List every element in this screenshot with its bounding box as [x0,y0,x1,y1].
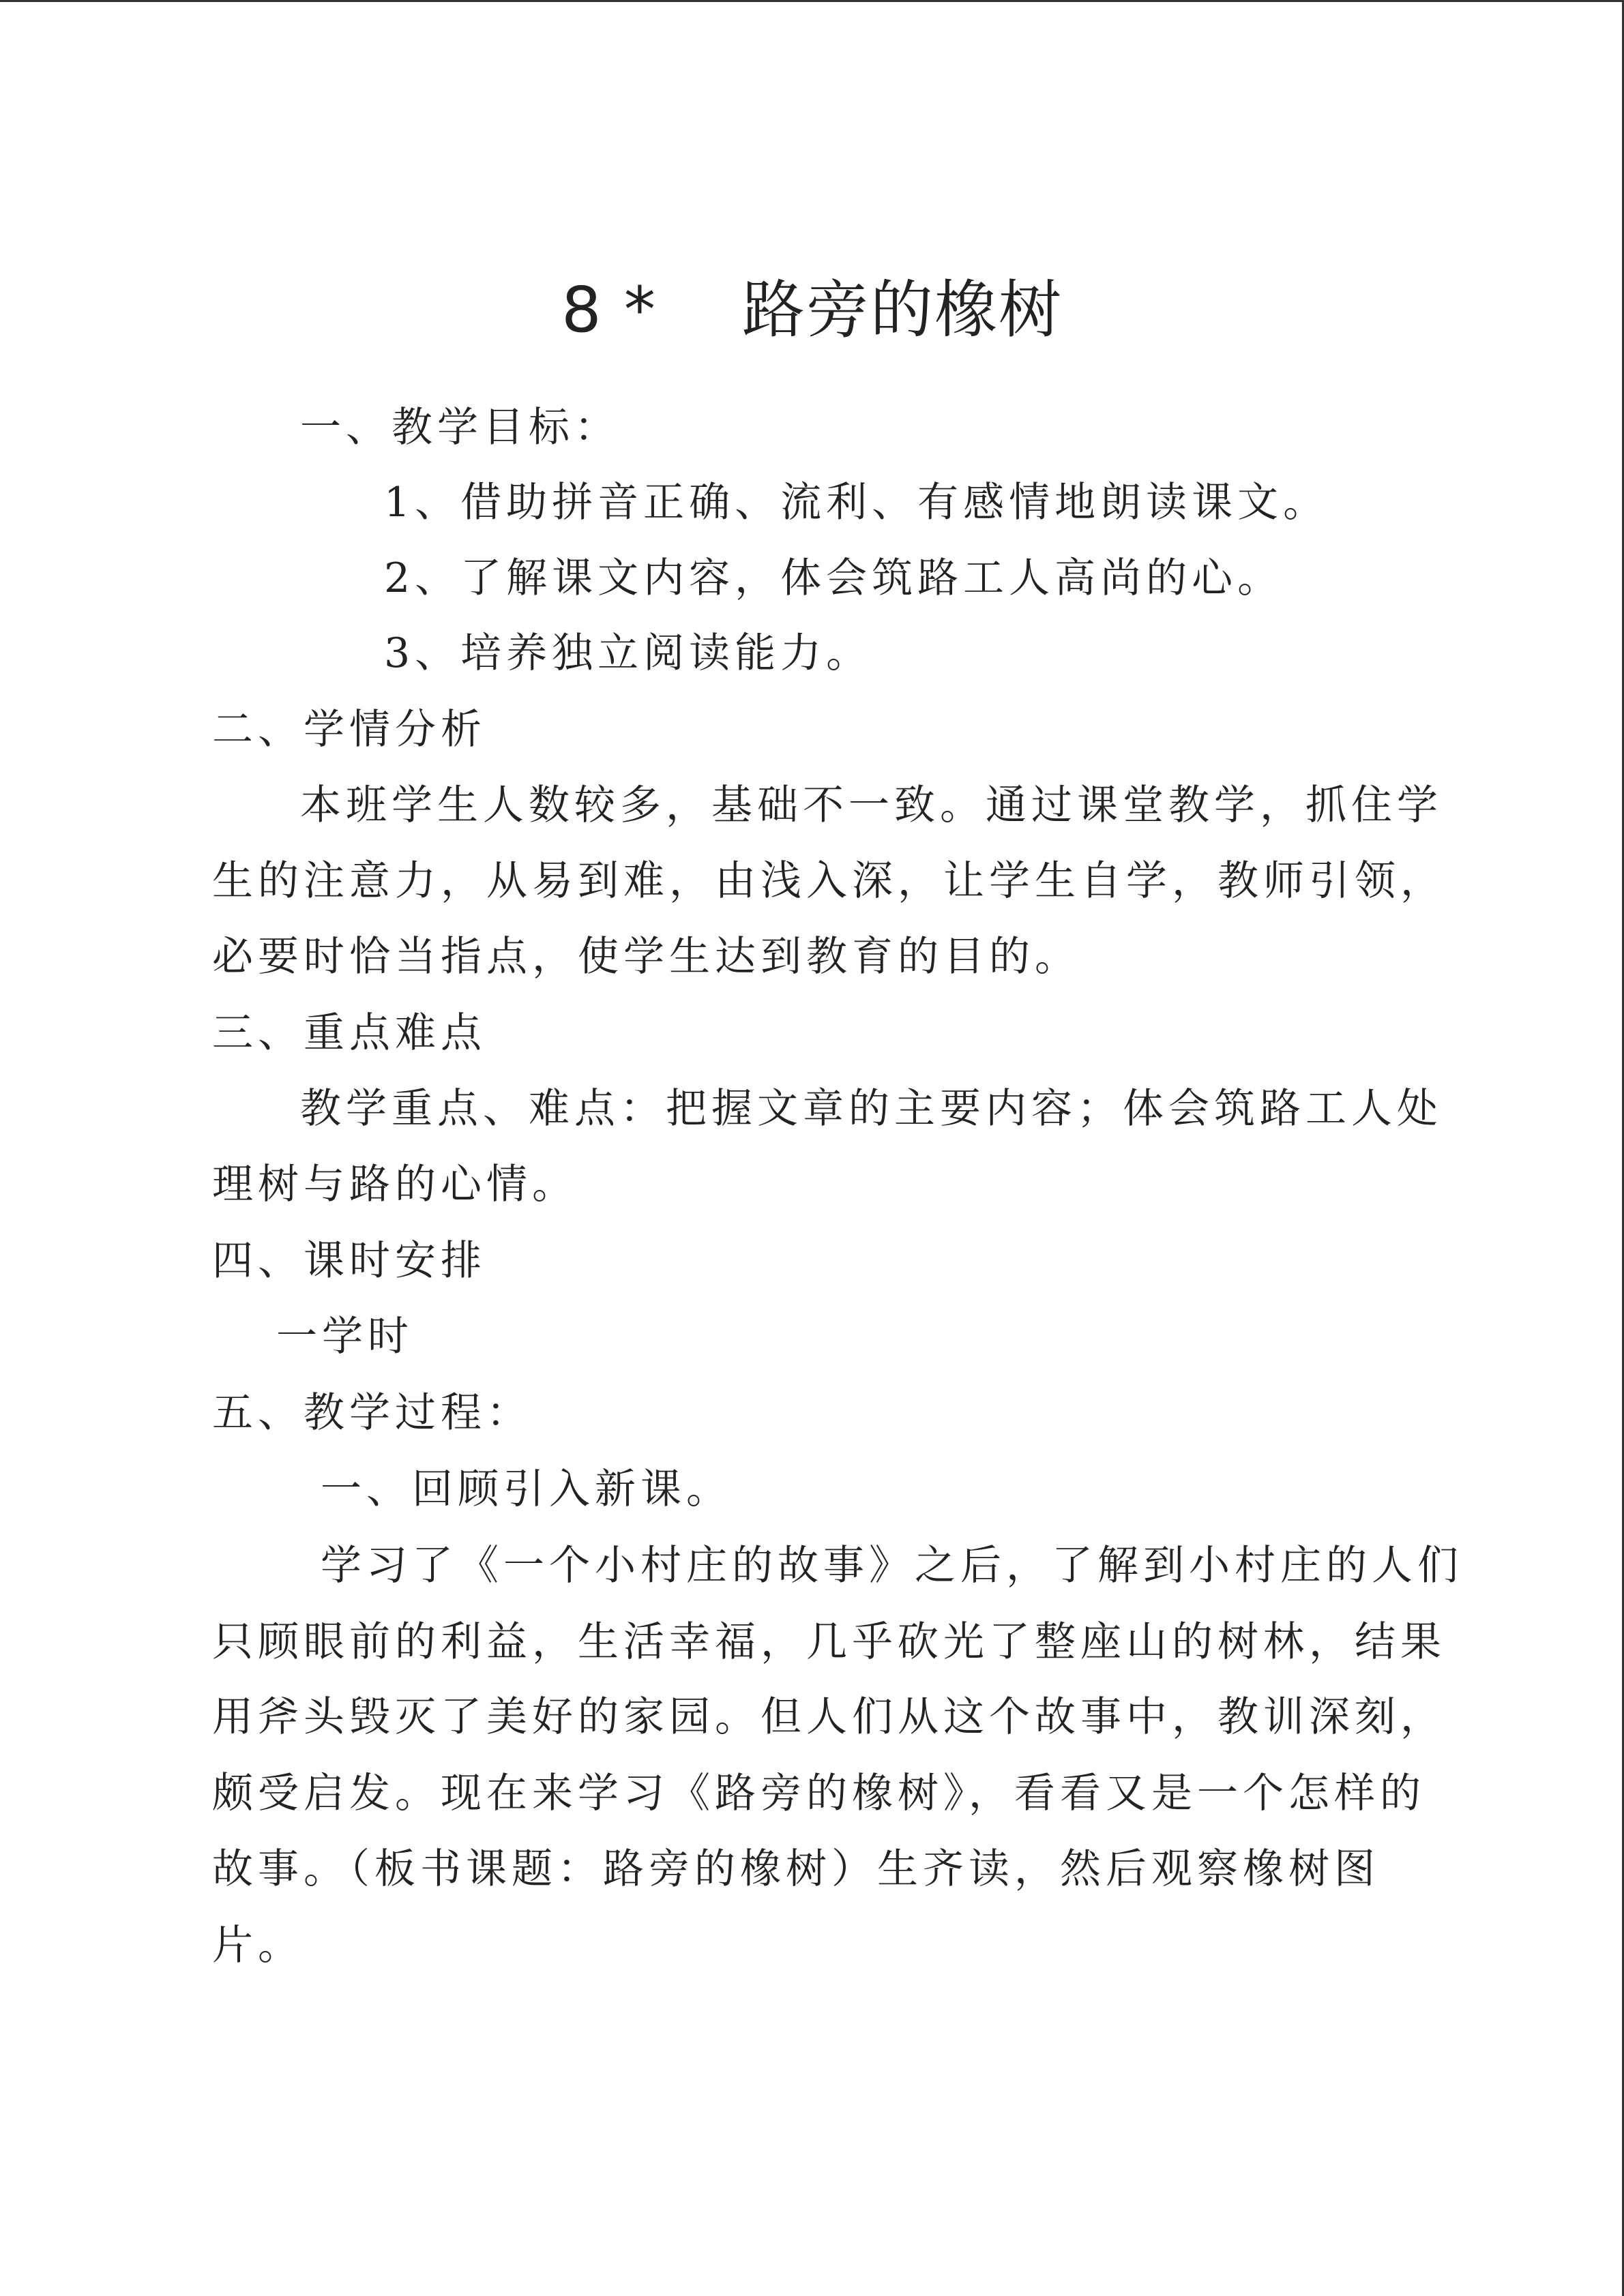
process-heading: 五、教学过程： [212,1389,532,1437]
process-step-heading: 一、回顾引入新课。 [321,1465,732,1513]
key-points-heading: 三、重点难点 [212,1009,486,1057]
page-top-border [0,0,1624,2]
process-line: 故事。（板书课题：路旁的橡树）生齐读，然后观察橡树图 [212,1845,1380,1893]
process-line: 颇受启发。现在来学习《路旁的橡树》，看看又是一个怎样的 [212,1770,1426,1817]
process-line: 学习了《一个小村庄的故事》之后，了解到小村庄的人们 [321,1542,1463,1590]
process-line: 片。 [212,1922,304,1969]
analysis-line: 本班学生人数较多，基础不一致。通过课堂教学，抓住学 [300,781,1443,829]
goal-item: 2、了解课文内容，体会筑路工人高尚的心。 [384,554,1284,602]
goals-heading: 一、教学目标： [300,404,620,451]
goal-item: 1、借助拼音正确、流利、有感情地朗读课文。 [384,479,1329,526]
schedule-heading: 四、课时安排 [212,1237,486,1285]
goal-item: 3、培养独立阅读能力。 [384,629,872,677]
analysis-line: 必要时恰当指点，使学生达到教育的目的。 [212,933,1080,981]
key-points-line: 理树与路的心情。 [212,1161,578,1208]
key-points-line: 教学重点、难点：把握文章的主要内容；体会筑路工人处 [300,1085,1443,1133]
lesson-title: 8 * 路旁的橡树 [561,273,1063,346]
process-line: 只顾眼前的利益，生活幸福，几乎砍光了整座山的树林，结果 [212,1618,1446,1666]
schedule-text: 一学时 [276,1313,413,1360]
analysis-heading: 二、学情分析 [212,706,486,754]
analysis-line: 生的注意力，从易到难，由浅入深，让学生自学，教师引领， [212,857,1446,905]
process-line: 用斧头毁灭了美好的家园。但人们从这个故事中，教训深刻， [212,1693,1446,1741]
